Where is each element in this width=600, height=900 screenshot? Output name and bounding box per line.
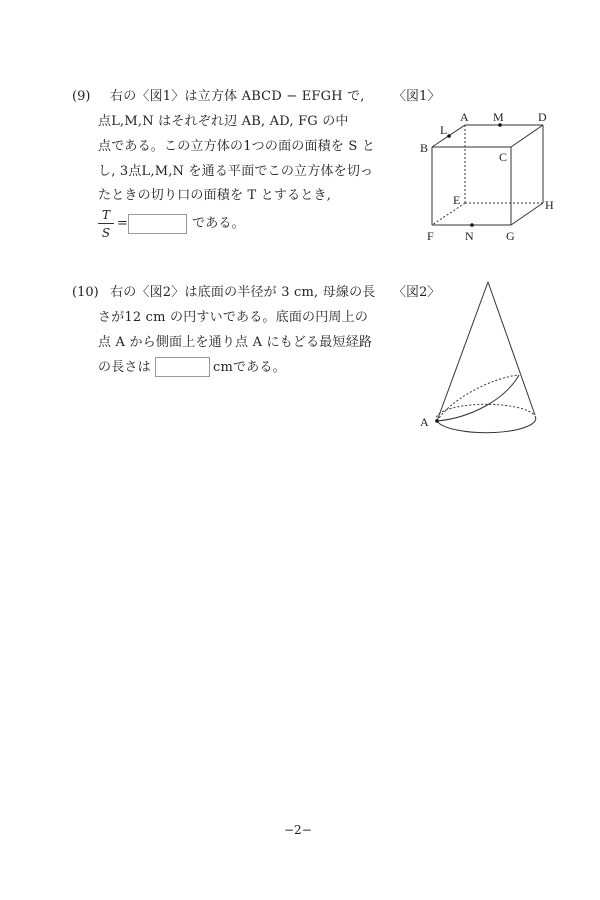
svg-text:A: A xyxy=(460,110,469,124)
figure-2-label: 〈図2〉 xyxy=(393,285,441,300)
point-A xyxy=(435,419,439,423)
question-text-line: の長さは xyxy=(98,360,151,375)
question-text-line: 点である。この立方体の1つの面の面積を S と xyxy=(98,139,376,154)
svg-text:B: B xyxy=(420,141,429,155)
page-number: −2− xyxy=(284,823,312,837)
svg-text:L: L xyxy=(440,123,448,137)
question-text-line: 右の〈図2〉は底面の半径が 3 cm, 母線の長 xyxy=(110,285,376,300)
question-text-line: し, 3点L,M,N を通る平面でこの立方体を切っ xyxy=(98,164,374,179)
answer-suffix: cmである。 xyxy=(213,360,286,375)
fraction-denominator: S xyxy=(101,226,111,240)
question-text-line: たときの切り口の面積を T とするとき, xyxy=(98,188,332,203)
question-text-line: 右の〈図1〉は立方体 ABCD − EFGH で, xyxy=(110,89,365,104)
equals-sign: = xyxy=(117,216,129,231)
question-number: (9) xyxy=(72,89,91,104)
svg-text:G: G xyxy=(506,229,515,243)
svg-text:A: A xyxy=(420,415,429,429)
svg-text:H: H xyxy=(545,198,554,212)
svg-text:N: N xyxy=(465,229,474,243)
svg-text:D: D xyxy=(538,110,547,124)
answer-suffix: である。 xyxy=(192,216,245,231)
question-number: (10) xyxy=(72,285,99,300)
fraction-numerator: T xyxy=(101,208,110,222)
svg-text:M: M xyxy=(493,110,504,124)
question-text-line: 点 A から側面上を通り点 A にもどる最短経路 xyxy=(98,335,373,350)
svg-text:F: F xyxy=(427,229,434,243)
question-text-line: 点L,M,N はそれぞれ辺 AB, AD, FG の中 xyxy=(98,114,349,129)
figure-1-label: 〈図1〉 xyxy=(393,89,441,104)
svg-text:C: C xyxy=(499,150,508,164)
question-text-line: さが12 cm の円すいである。底面の円周上の xyxy=(98,310,369,325)
svg-text:E: E xyxy=(453,193,461,207)
